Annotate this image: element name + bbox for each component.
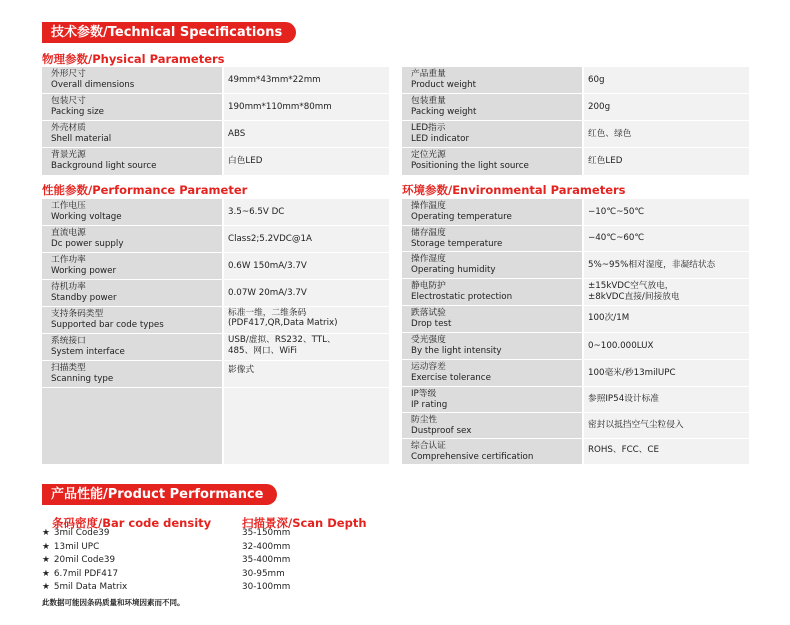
spec-row <box>402 360 749 386</box>
performance-table <box>42 199 389 464</box>
physical-right-table <box>402 67 749 175</box>
spec-label-zh: 待机功率 <box>51 282 86 292</box>
star-icon: ★ <box>42 528 50 538</box>
star-icon: ★ <box>42 555 50 565</box>
depth-value: 30-100mm <box>242 582 291 592</box>
spec-value: 密封以抵挡空气尘粒侵入 <box>588 420 684 430</box>
spec-label-en: System interface <box>51 347 125 357</box>
spec-value: 标准一维，二维条码 <box>228 308 307 318</box>
spec-label-en: Product weight <box>411 80 477 90</box>
spec-row <box>42 148 389 175</box>
scan-depth-header: 扫描景深/Scan Depth <box>242 516 367 530</box>
spec-label-zh: 外形尺寸 <box>51 69 86 79</box>
spec-label-zh: 直流电源 <box>51 228 86 238</box>
spec-label-en: LED indicator <box>411 134 470 144</box>
spec-label-zh: 操作温度 <box>411 201 446 211</box>
spec-row <box>42 361 389 387</box>
spec-row <box>402 252 749 278</box>
spec-label-zh: 扫描类型 <box>51 363 86 373</box>
spec-row <box>42 280 389 306</box>
spec-label-zh: 跌落试验 <box>411 308 446 318</box>
spec-label-zh: 背景光源 <box>51 150 86 160</box>
spec-label-en: Positioning the light source <box>411 161 529 171</box>
spec-label-en: Comprehensive certification <box>411 452 534 462</box>
spec-label-zh: 操作湿度 <box>411 254 446 264</box>
spec-label-zh: 系统接口 <box>51 336 86 346</box>
spec-label-en: Packing weight <box>411 107 477 117</box>
spec-value: ±15kVDC空气放电， <box>588 281 674 291</box>
spec-label-zh: 防尘性 <box>411 415 438 425</box>
spec-label-en: Packing size <box>51 107 105 117</box>
spec-value: 100次/1M <box>588 313 630 323</box>
depth-value: 35-400mm <box>242 555 291 565</box>
environmental-table <box>402 199 749 464</box>
spec-label-en: Working power <box>51 266 117 276</box>
star-icon: ★ <box>42 541 50 552</box>
spec-label-en: Background light source <box>51 161 157 171</box>
spec-label-zh: 储存温度 <box>411 228 446 238</box>
list-item <box>42 581 127 595</box>
density-value: 6.7mil PDF417 <box>53 568 119 579</box>
empty-value-cell <box>224 388 389 464</box>
spec-value: 0.6W 150mA/3.7V <box>228 261 307 271</box>
spec-label-zh: IP等级 <box>411 389 437 399</box>
spec-label-zh: 产品重量 <box>411 69 446 79</box>
spec-value: 红色LED <box>588 156 623 166</box>
spec-label-en: IP rating <box>411 400 448 410</box>
spec-label-zh: 受光强度 <box>411 335 446 345</box>
spec-value: 白色LED <box>228 156 263 166</box>
spec-value: 485、网口、WiFi <box>228 346 297 356</box>
spec-value: USB/虚拟、RS232、TTL、 <box>228 335 336 345</box>
spec-row <box>402 306 749 332</box>
spec-row <box>42 121 389 147</box>
product-performance-banner: 产品性能/Product Performance <box>42 484 277 505</box>
density-value: 5mil Data Matrix <box>53 582 128 592</box>
spec-row <box>42 94 389 120</box>
spec-label-zh: 外壳材质 <box>51 123 86 133</box>
spec-label-zh: 支持条码类型 <box>51 309 104 319</box>
spec-value: 190mm*110mm*80mm <box>228 102 332 112</box>
spec-value: ROHS、FCC、CE <box>588 445 659 455</box>
spec-row <box>42 307 389 333</box>
list-item <box>42 541 127 555</box>
spec-label-en: Overall dimensions <box>51 80 135 90</box>
performance-parameter-title: 性能参数/Performance Parameter <box>42 183 248 197</box>
spec-value: 红色、绿色 <box>588 129 632 139</box>
spec-value: 49mm*43mm*22mm <box>228 75 321 85</box>
spec-label-en: Scanning type <box>51 374 114 384</box>
spec-value: −40℃~60℃ <box>588 233 645 243</box>
list-item <box>42 527 127 541</box>
depth-value: 35-150mm <box>242 528 291 538</box>
star-icon: ★ <box>42 582 50 592</box>
technical-specifications-banner: 技术参数/Technical Specifications <box>42 22 296 43</box>
spec-value: 3.5~6.5V DC <box>228 207 285 217</box>
empty-label-cell <box>42 388 222 464</box>
spec-row <box>42 253 389 279</box>
spec-label-en: By the light intensity <box>411 346 502 356</box>
physical-left-table <box>42 67 389 175</box>
spec-label-en: Working voltage <box>51 212 122 222</box>
spec-value: 60g <box>588 75 605 85</box>
spec-row <box>402 199 749 225</box>
list-item <box>42 568 127 582</box>
spec-label-zh: 包装尺寸 <box>51 96 86 106</box>
spec-value: Class2;5.2VDC@1A <box>228 234 312 244</box>
spec-row <box>42 67 389 93</box>
bar-code-density-header: 条码密度/Bar code density <box>52 516 212 530</box>
footnote: 此数据可能因条码质量和环境因素而不同。 <box>42 598 185 607</box>
spec-value: 5%~95%相对湿度，非凝结状态 <box>588 260 716 270</box>
density-value: 20mil Code39 <box>53 555 116 565</box>
spec-value: ABS <box>228 129 246 139</box>
spec-value: 200g <box>588 102 611 112</box>
spec-value: 0.07W 20mA/3.7V <box>228 288 307 298</box>
spec-label-zh: 静电防护 <box>411 281 446 291</box>
spec-row <box>402 94 749 120</box>
spec-label-en: Operating humidity <box>411 265 496 275</box>
spec-row <box>42 199 389 225</box>
spec-label-en: Standby power <box>51 293 117 303</box>
spec-row <box>402 387 749 412</box>
spec-label-zh: 综合认证 <box>411 441 446 451</box>
spec-row <box>402 148 749 175</box>
spec-row <box>402 67 749 93</box>
spec-label-en: Storage temperature <box>411 239 503 249</box>
depth-list <box>242 527 290 595</box>
physical-parameters-title: 物理参数/Physical Parameters <box>42 52 225 66</box>
density-value: 13mil UPC <box>53 541 100 552</box>
spec-value: 影像式 <box>228 365 255 375</box>
spec-label-en: Supported bar code types <box>51 320 164 330</box>
spec-label-en: Dc power supply <box>51 239 124 249</box>
spec-label-en: Operating temperature <box>411 212 512 222</box>
spec-label-zh: 工作电压 <box>51 201 86 211</box>
spec-row <box>42 334 389 360</box>
spec-value: (PDF417,QR,Data Matrix) <box>228 318 338 328</box>
spec-label-en: Drop test <box>411 319 452 329</box>
density-list <box>42 527 127 595</box>
spec-row <box>402 413 749 438</box>
spec-label-zh: LED指示 <box>411 123 446 133</box>
spec-row <box>402 439 749 464</box>
spec-row <box>402 279 749 305</box>
spec-label-en: Dustproof sex <box>411 426 472 436</box>
spec-value: 参照IP54设计标准 <box>588 394 659 404</box>
depth-value: 30-95mm <box>242 568 285 579</box>
spec-label-en: Exercise tolerance <box>411 373 491 383</box>
star-icon: ★ <box>42 568 50 579</box>
spec-value: −10℃~50℃ <box>588 207 645 217</box>
spec-label-zh: 定位光源 <box>411 150 446 160</box>
list-item <box>42 554 127 568</box>
spec-label-en: Shell material <box>51 134 112 144</box>
spec-value: ±8kVDC直接/间接放电 <box>588 292 680 302</box>
density-value: 3mil Code39 <box>53 528 110 538</box>
spec-value: 100毫米/秒13milUPC <box>588 368 676 378</box>
spec-label-en: Electrostatic protection <box>411 292 513 302</box>
spec-label-zh: 包装重量 <box>411 96 446 106</box>
spec-row <box>42 226 389 252</box>
spec-row <box>402 121 749 147</box>
spec-row <box>402 226 749 251</box>
spec-row <box>402 333 749 359</box>
spec-label-zh: 运动容差 <box>411 362 446 372</box>
environmental-parameters-title: 环境参数/Environmental Parameters <box>402 183 626 197</box>
depth-value: 32-400mm <box>242 541 291 552</box>
spec-value: 0~100.000LUX <box>588 341 654 351</box>
spec-label-zh: 工作功率 <box>51 255 86 265</box>
